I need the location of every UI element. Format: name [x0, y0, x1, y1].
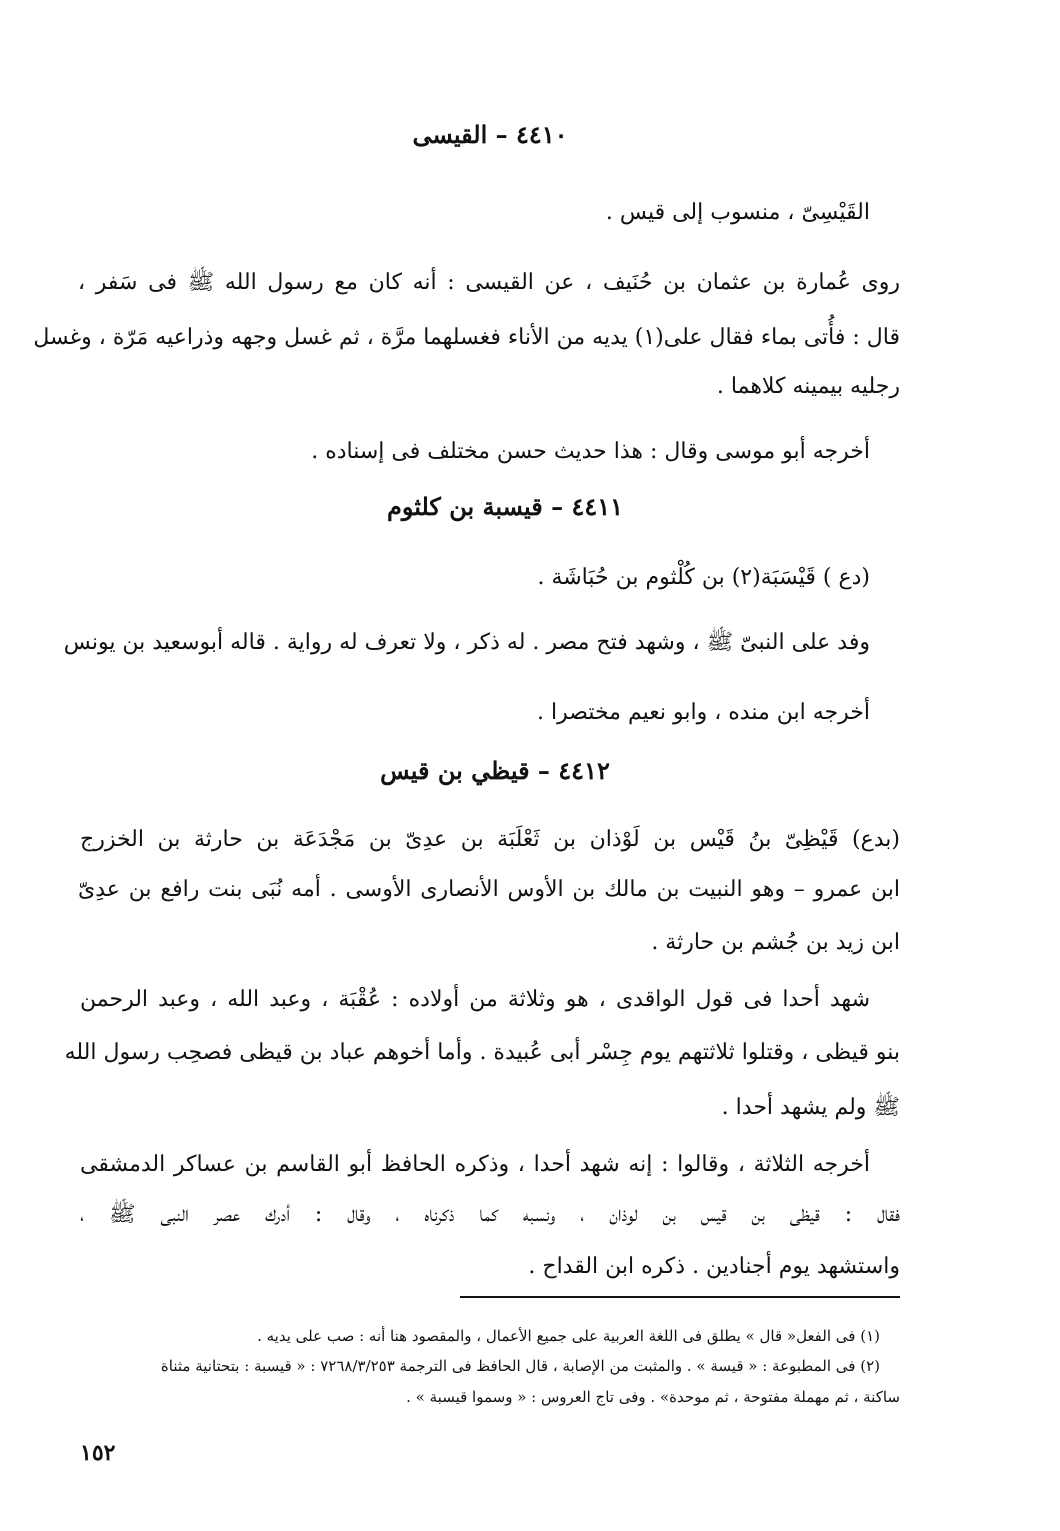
entry-heading-4412: ٤٤١٢ – قيظي بن قيس: [380, 756, 610, 785]
entry-intro-line: ابن زيد بن جُشم بن حارثة .: [651, 930, 900, 955]
entry-heading-4410: ٤٤١٠ – القيسى: [412, 120, 568, 149]
narration-line: شهد أحدا فى قول الواقدى ، هو وثلاثة من أولاده : عُقْبَة ، وعبد الله ، وعبد الرحمن: [80, 987, 870, 1012]
narration-line: روى عُمارة بن عثمان بن حُنَيف ، عن القيسى : أنه كان مع رسول الله ﷺ فى سَفر ،: [78, 270, 900, 295]
entry-intro-line: (دع ) قَيْسَبَة(٢) بن كُلْثوم بن حُبَاشَة .: [537, 565, 870, 590]
footnote: (١) فى الفعل« قال » يطلق فى اللغة العربية على جميع الأعمال ، والمقصود هنا أنه : صب على يديه .: [257, 1327, 880, 1345]
entry-intro-line: ابن عمرو – وهو النبيت بن مالك بن الأوس الأنصارى الأوسى . أمه نُبَى بنت رافع بن عدِىّ: [78, 877, 900, 902]
narration-line: وفد على النبىّ ﷺ ، وشهد فتح مصر . له ذكر ، ولا تعرف له رواية . قاله أبوسعيد بن يونس: [63, 630, 870, 655]
page-number: ١٥٢: [80, 1440, 116, 1466]
takhrij-line: أخرجه ابن منده ، وابو نعيم مختصرا .: [537, 700, 870, 725]
footnote: ساكنة ، ثم مهملة مفتوحة ، ثم موحدة» . وفى تاج العروس : « وسموا قيسبة » .: [406, 1388, 900, 1406]
takhrij-line: أخرجه الثلاثة ، وقالوا : إنه شهد أحدا ، وذكره الحافظ أبو القاسم بن عساكر الدمشقى: [80, 1152, 870, 1177]
narration-line: رجليه بيمينه كلاهما .: [716, 374, 900, 399]
narration-line: قال : فأُتى بماء فقال على(١) يديه من الأناء فغسلهما مرَّة ، ثم غسل وجهه وذراعيه مَرّة ، وغسل: [33, 325, 900, 350]
footnote-separator: [460, 1296, 900, 1298]
entry-intro-line: (بدع) قَيْظِىّ بنُ قَيْس بن لَوْذان بن ثَعْلَبَة بن عدِىّ بن مَجْدَعَة بن حارثة بن الخزرج: [80, 827, 900, 852]
narration-line: بنو قيظى ، وقتلوا ثلاثتهم يوم جِسْر أبى عُبيدة . وأما أخوهم عباد بن قيظى فصحِب رسول الله: [64, 1040, 900, 1065]
entry-intro-line: القَيْسِىّ ، منسوب إلى قيس .: [605, 200, 870, 225]
entry-heading-4411: ٤٤١١ – قيسبة بن كلثوم: [386, 492, 624, 521]
takhrij-line: واستشهد يوم أجنادين . ذكره ابن القداح .: [528, 1254, 900, 1279]
takhrij-line: فقال : قيظى بن قيس بن لوذان ، ونسبه كما ذكرناه ، وقال : أدرك عصر النبى ﷺ ،: [80, 1202, 900, 1227]
takhrij-line: أخرجه أبو موسى وقال : هذا حديث حسن مختلف فى إسناده .: [311, 439, 870, 464]
narration-line: ﷺ ولم يشهد أحدا .: [721, 1095, 900, 1120]
footnote: (٢) فى المطبوعة : « قيسة » . والمثبت من الإصابة ، قال الحافظ فى الترجمة ٧٢٦٨/٣/٢٥٣ : « قيسبة : بتحتانية مثناة: [160, 1357, 880, 1375]
